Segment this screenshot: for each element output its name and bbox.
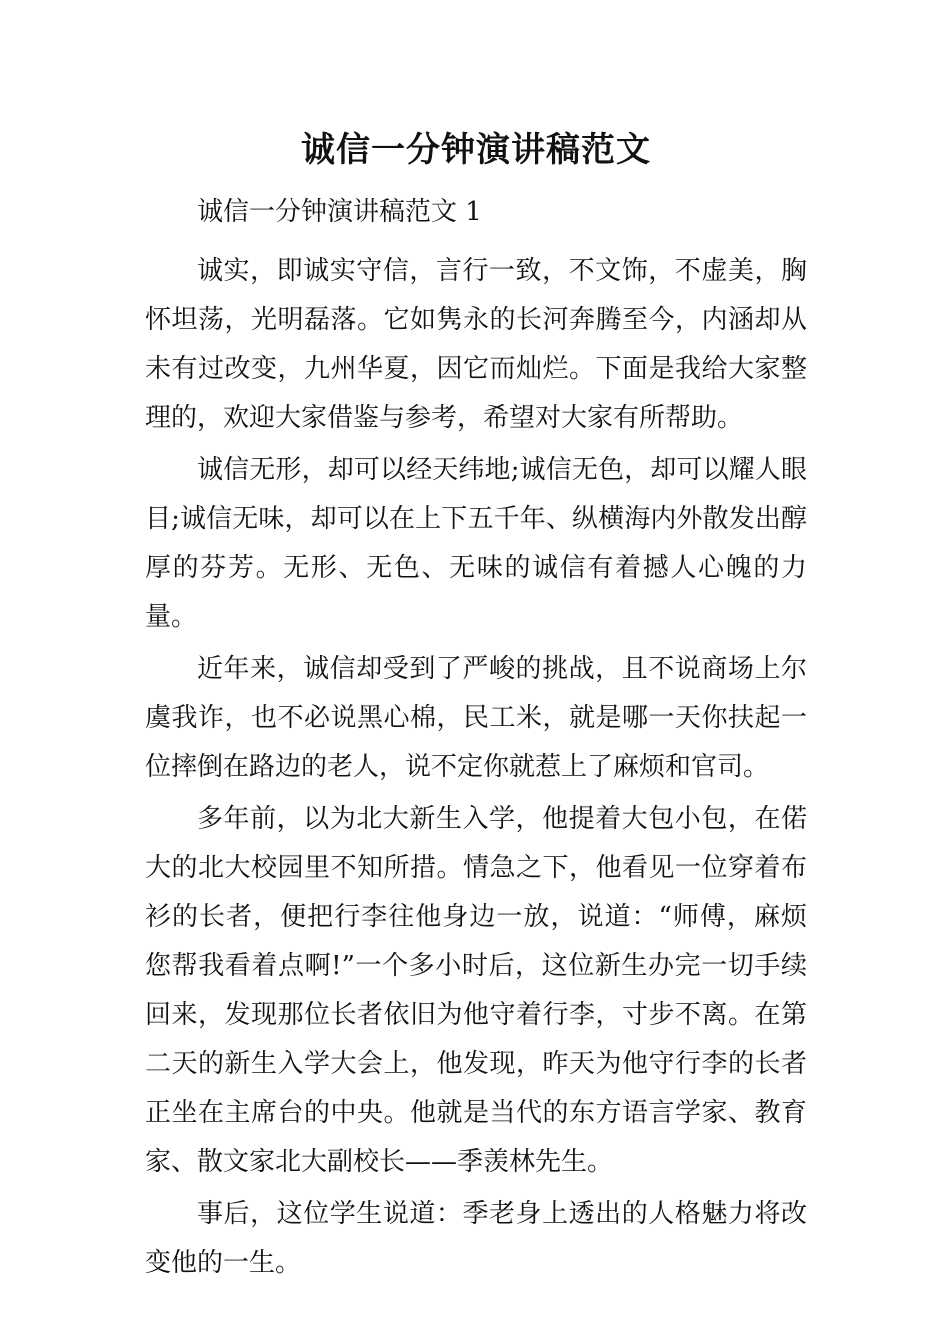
paragraph-4: 多年前，以为北大新生入学，他提着大包小包，在偌大的北大校园里不知所措。情急之下，他看见一位穿着布衫的长者，便把行李往他身边一放，说道：“师傅，麻烦您帮我看着点啊!”一个多小时后，这位新生办完一切手续回来，发现那位长者依旧为他守着行李，寸步不离。在第二天的新生入学大会上，他发现，昨天为他守行李的长者正坐在主席台的中央。他就是当代的东方语言学家、教育家、散文家北大副校长——季羡林先生。	[145, 804, 807, 1177]
paragraph-5: 事后，这位学生说道：季老身上透出的人格魅力将改变他的一生。	[145, 1199, 807, 1278]
document-page	[145, 120, 807, 1291]
section-heading: 诚信一分钟演讲稿范文 1	[197, 197, 482, 227]
paragraph-3: 近年来，诚信却受到了严峻的挑战，且不说商场上尔虞我诈，也不必说黑心棉，民工米，就是哪一天你扶起一位摔倒在路边的老人，说不定你就惹上了麻烦和官司。	[145, 654, 807, 782]
paragraph-2: 诚信无形，却可以经天纬地;诚信无色，却可以耀人眼目;诚信无味，却可以在上下五千年、纵横海内外散发出醇厚的芬芳。无形、无色、无味的诚信有着撼人心魄的力量。	[145, 455, 807, 632]
paragraph-1: 诚实，即诚实守信，言行一致，不文饰，不虚美，胸怀坦荡，光明磊落。它如隽永的长河奔腾至今，内涵却从未有过改变，九州华夏，因它而灿烂。下面是我给大家整理的，欢迎大家借鉴与参考，希望对大家有所帮助。	[145, 256, 807, 433]
document-title: 诚信一分钟演讲稿范文	[301, 130, 651, 170]
